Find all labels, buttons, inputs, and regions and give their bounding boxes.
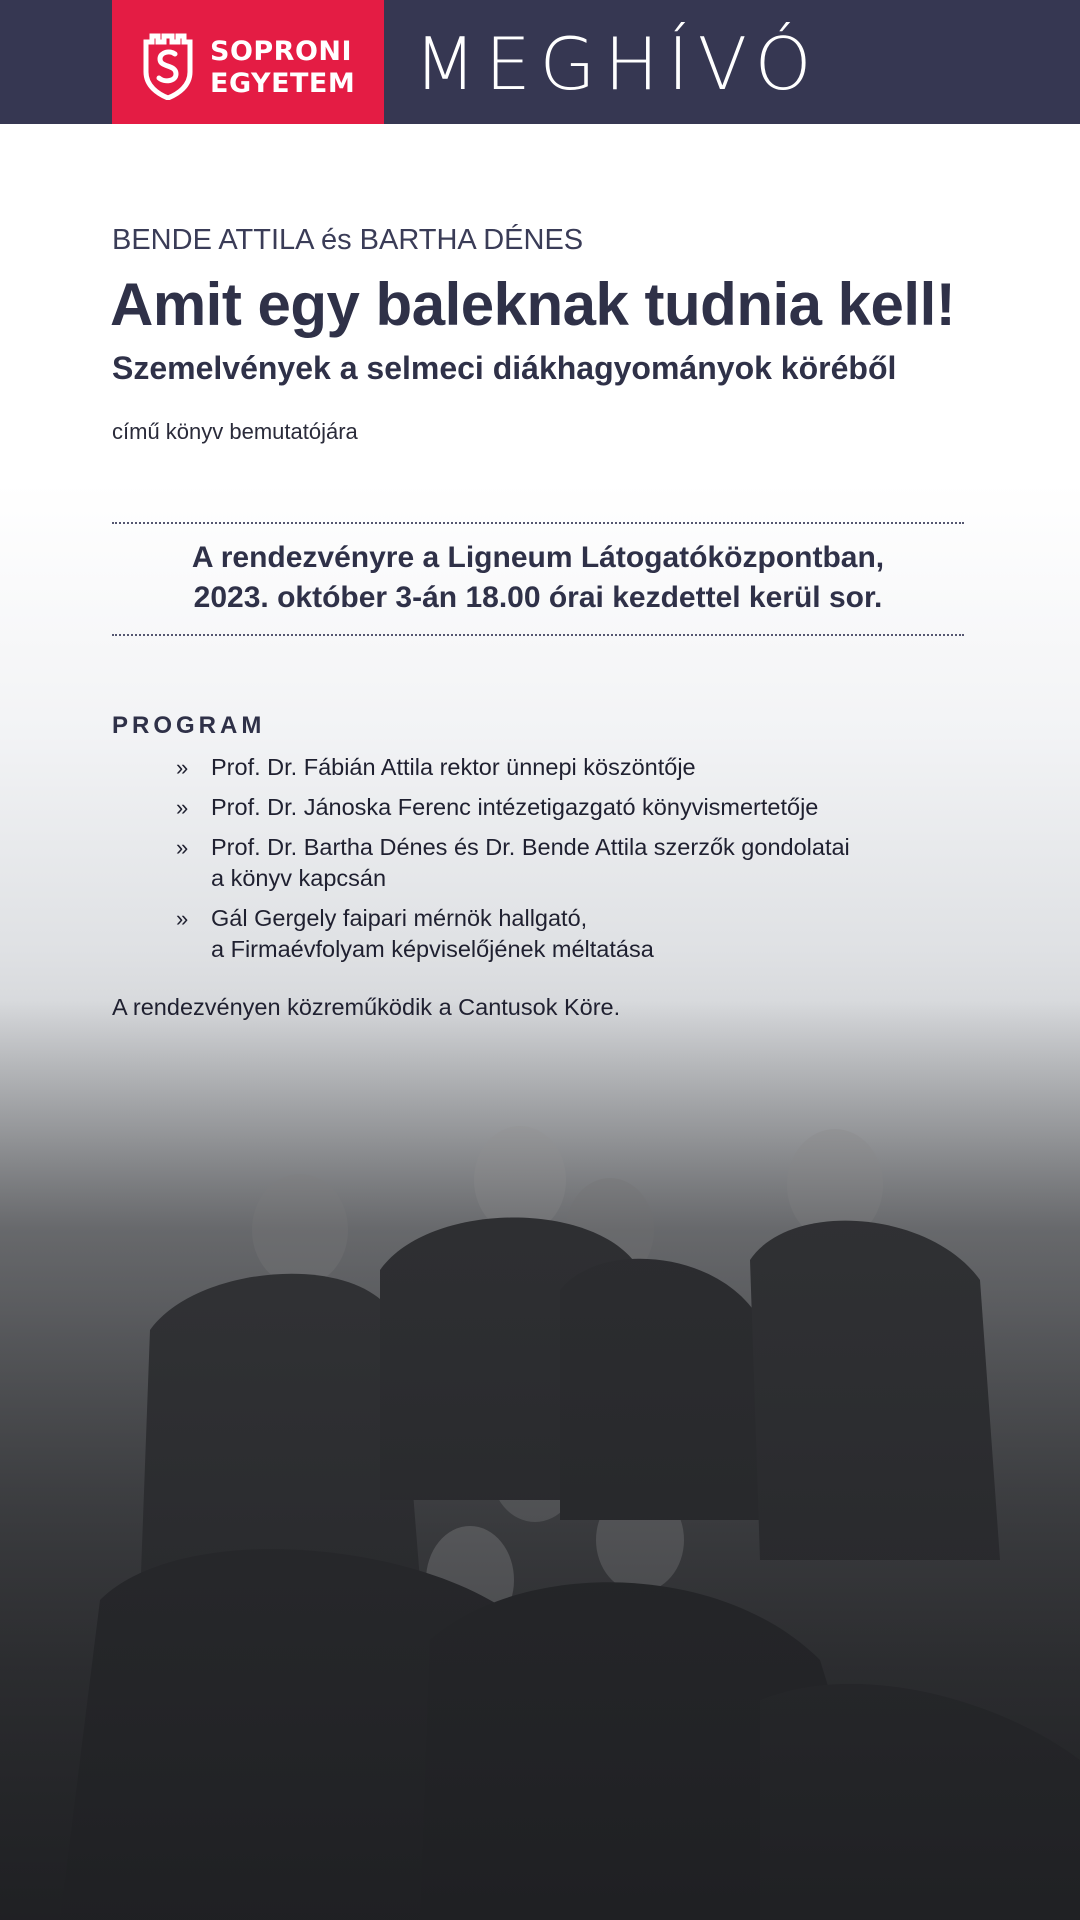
performers-note: A rendezvényen közreműködik a Cantusok Köre.	[112, 994, 621, 1020]
logo-line-2: EGYETEM	[210, 68, 356, 99]
program-item	[176, 832, 976, 894]
event-line-1: A rendezvényre a Ligneum Látogatóközpontban,	[191, 541, 885, 574]
student-group-photo	[0, 1000, 1080, 1920]
program-heading: PROGRAM	[112, 712, 266, 739]
program-item-line-1: Prof. Dr. Bartha Dénes és Dr. Bende Attila szerzők gondolatai	[211, 834, 850, 860]
shield-logo-icon	[142, 28, 194, 100]
program-list	[176, 752, 976, 974]
dotted-divider-top	[112, 522, 964, 524]
dotted-divider-bottom	[112, 634, 964, 636]
program-item	[176, 752, 976, 783]
bullet-chevron-icon: »	[176, 795, 189, 820]
program-item-line-2: a könyv kapcsán	[211, 865, 387, 891]
bullet-chevron-icon: »	[176, 906, 189, 931]
program-item	[176, 792, 976, 823]
university-logo[interactable]	[112, 0, 384, 140]
bullet-chevron-icon: »	[176, 755, 189, 780]
program-item-line-1: Gál Gergely faipari mérnök hallgató,	[211, 905, 588, 931]
program-item	[176, 903, 976, 965]
book-title: Amit egy baleknak tudnia kell!	[110, 271, 956, 338]
bullet-chevron-icon: »	[176, 835, 189, 860]
event-details	[112, 538, 964, 618]
header-bar	[0, 0, 1080, 124]
program-item-line-1: Prof. Dr. Jánoska Ferenc intézetigazgató könyvismertetője	[211, 794, 819, 820]
logo-wordmark	[210, 36, 355, 100]
program-item-line-2: a Firmaévfolyam képviselőjének méltatása	[211, 936, 654, 962]
invitation-title: MEGHÍVÓ	[414, 22, 821, 106]
book-authors: BENDE ATTILA és BARTHA DÉNES	[112, 224, 584, 256]
event-line-2: 2023. október 3-án 18.00 órai kezdettel kerül sor.	[193, 581, 883, 614]
book-presentation-note: című könyv bemutatójára	[112, 419, 358, 444]
program-item-line-1: Prof. Dr. Fábián Attila rektor ünnepi köszöntője	[211, 754, 696, 780]
book-subtitle: Szemelvények a selmeci diákhagyományok köréből	[112, 350, 897, 386]
logo-line-1: SOPRONI	[210, 36, 353, 67]
